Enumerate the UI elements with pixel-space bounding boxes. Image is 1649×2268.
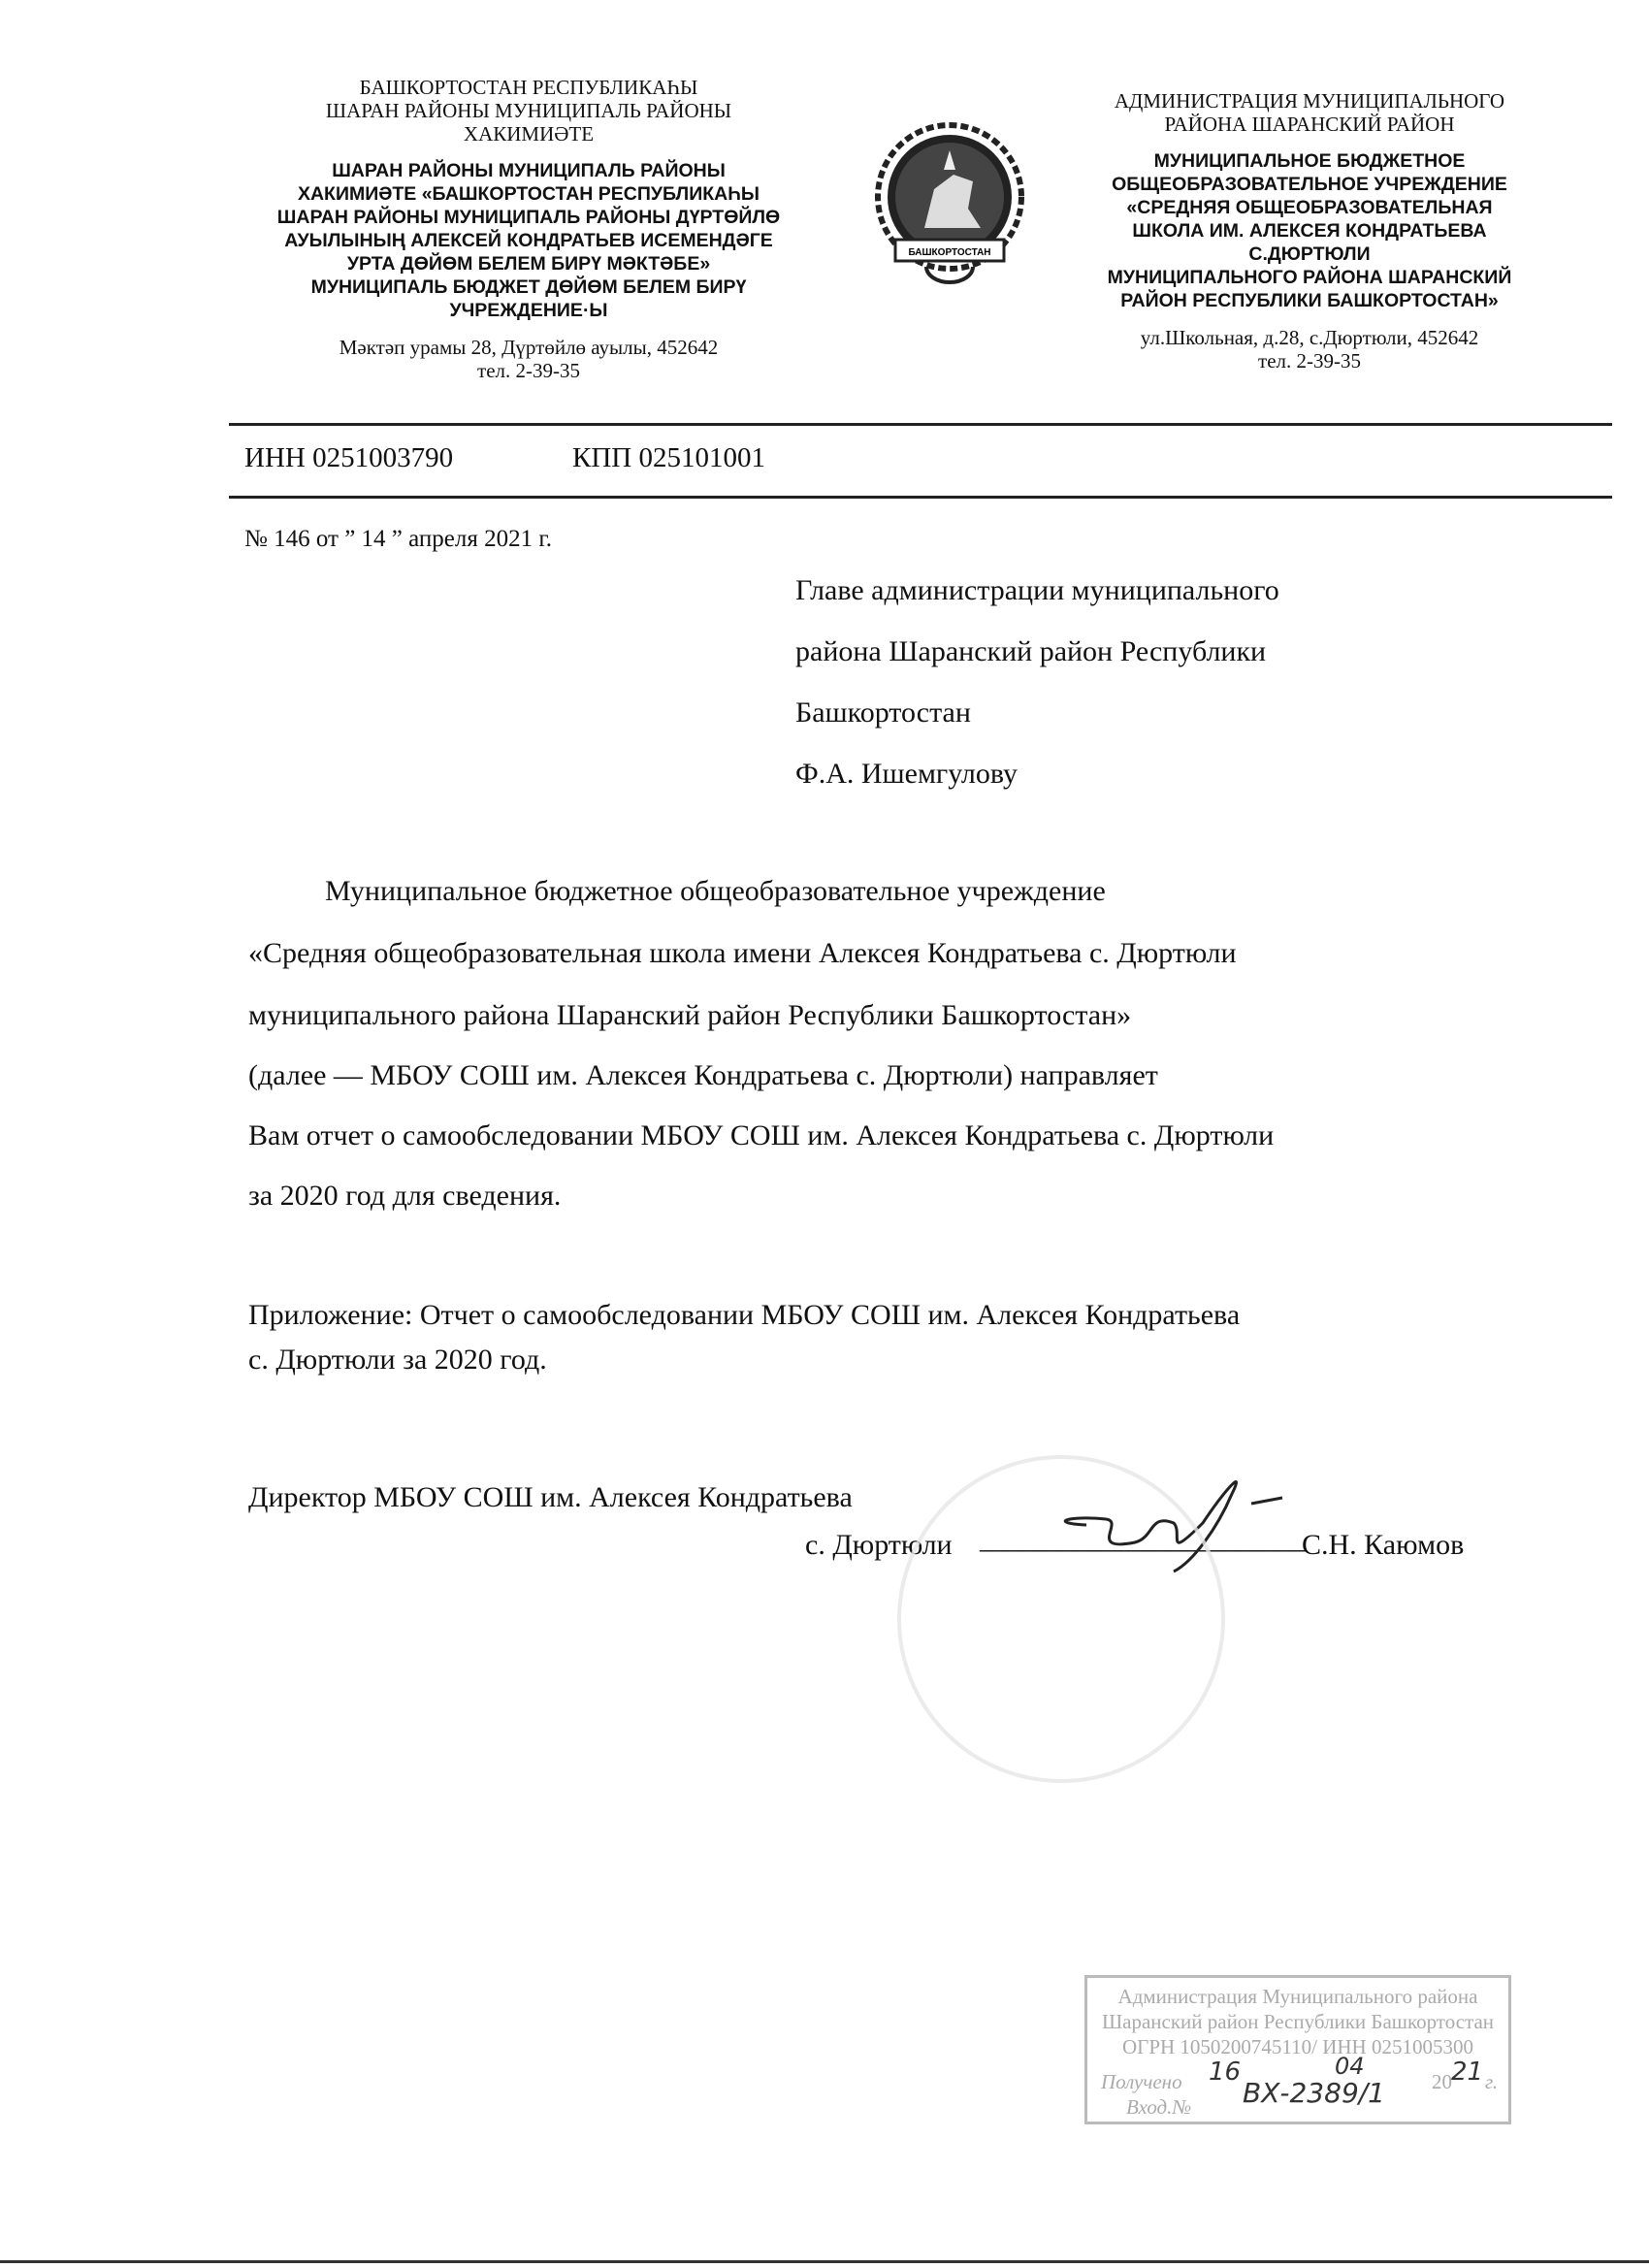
header-left-phone: тел. 2-39-35 bbox=[477, 359, 580, 382]
signatory-name: С.Н. Каюмов bbox=[1302, 1529, 1465, 1561]
appendix-line: с. Дюртюли за 2020 год. bbox=[248, 1344, 547, 1376]
header-right-org-name bbox=[1062, 149, 1557, 312]
entry-number: ВХ-2389/1 bbox=[1243, 2077, 1385, 2109]
org-line: МУНИЦИПАЛЬ БЮДЖЕТ ДӨЙӨМ БЕЛЕМ БИРҮ bbox=[310, 276, 747, 298]
header-left-serif-1: БАШКОРТОСТАН РЕСПУБЛИКАҺЫ bbox=[359, 76, 698, 99]
signature-blank: ________________________ bbox=[980, 1525, 1306, 1555]
coat-of-arms-emblem bbox=[866, 121, 1033, 284]
addressee-line: Ф.А. Ишемгулову bbox=[795, 758, 1018, 790]
signatory-title: Директор МБОУ СОШ им. Алексея Кондратьева bbox=[248, 1481, 853, 1513]
scan-edge-line bbox=[0, 2260, 1649, 2263]
org-line: ШКОЛА ИМ. АЛЕКСЕЯ КОНДРАТЬЕВА bbox=[1132, 220, 1487, 242]
stamp-line: ОГРН 1050200745110/ ИНН 0251005300 bbox=[1122, 2035, 1473, 2058]
header-right-serif-1: АДМИНИСТРАЦИЯ МУНИЦИПАЛЬНОГО bbox=[1114, 89, 1505, 113]
body-line: (далее — МБОУ СОШ им. Алексея Кондратьева с. Дюртюли) направляет bbox=[248, 1059, 1158, 1091]
addressee-line: Башкортостан bbox=[795, 697, 971, 729]
received-year: 21 bbox=[1451, 2057, 1484, 2087]
header-right-phone: тел. 2-39-35 bbox=[1258, 349, 1361, 373]
org-line: АУЫЛЫНЫҢ АЛЕКСЕЙ КОНДРАТЬЕВ ИСЕМЕНДӘГЕ bbox=[284, 230, 773, 251]
org-line: ОБЩЕОБРАЗОВАТЕЛЬНОЕ УЧРЕЖДЕНИЕ bbox=[1112, 174, 1507, 195]
body-line: муниципального района Шаранский район Республики Башкортостан» bbox=[248, 999, 1132, 1031]
received-stamp bbox=[1084, 1975, 1511, 2124]
body-line: Вам отчет о самообследовании МБОУ СОШ им. Алексея Кондратьева с. Дюртюли bbox=[248, 1119, 1275, 1151]
org-line: ХАКИМИӘТЕ «БАШКОРТОСТАН РЕСПУБЛИКАҺЫ bbox=[297, 183, 760, 205]
received-day: 16 bbox=[1209, 2057, 1242, 2087]
faded-official-seal bbox=[897, 1455, 1225, 1783]
org-line: ШАРАН РАЙОНЫ МУНИЦИПАЛЬ РАЙОНЫ ДҮРТӨЙЛӨ bbox=[276, 207, 781, 228]
year-suffix: г. bbox=[1485, 2070, 1499, 2093]
header-right-address: ул.Школьная, д.28, с.Дюртюли, 452642 bbox=[1140, 326, 1479, 349]
body-line: Муниципальное бюджетное общеобразовательное учреждение bbox=[325, 875, 1106, 907]
reference-number: № 146 от ” 14 ” апреля 2021 г. bbox=[244, 526, 553, 552]
header-left-org-name bbox=[242, 159, 815, 322]
year-prefix: 20 bbox=[1432, 2070, 1452, 2093]
addressee-line: района Шаранский район Республики bbox=[795, 635, 1267, 667]
body-line: «Средняя общеобразовательная школа имени Алексея Кондратьева с. Дюртюли bbox=[248, 937, 1237, 969]
org-line: МУНИЦИПАЛЬНОЕ БЮДЖЕТНОЕ bbox=[1153, 150, 1466, 172]
header-right-serif-2: РАЙОНА ШАРАНСКИЙ РАЙОН bbox=[1164, 113, 1455, 136]
header-left-serif-3: ХАКИМИӘТЕ bbox=[463, 122, 595, 146]
org-line: ШАРАН РАЙОНЫ МУНИЦИПАЛЬ РАЙОНЫ bbox=[332, 160, 726, 181]
header-left-serif-2: ШАРАН РАЙОНЫ МУНИЦИПАЛЬ РАЙОНЫ bbox=[325, 99, 732, 122]
addressee-line: Главе администрации муниципального bbox=[795, 574, 1279, 606]
org-line: МУНИЦИПАЛЬНОГО РАЙОНА ШАРАНСКИЙ bbox=[1107, 267, 1512, 288]
header-right bbox=[1062, 89, 1557, 373]
signatory-title-2: с. Дюртюли bbox=[805, 1529, 953, 1561]
appendix-line: Приложение: Отчет о самообследовании МБОУ СОШ им. Алексея Кондратьева bbox=[248, 1299, 1241, 1331]
header-left bbox=[242, 76, 815, 382]
org-line: «СРЕДНЯЯ ОБЩЕОБРАЗОВАТЕЛЬНАЯ bbox=[1126, 197, 1493, 218]
header-left-address: Мәктәп урамы 28, Дүртөйлө ауылы, 452642 bbox=[339, 336, 719, 359]
org-line: УРТА ДӨЙӨМ БЕЛЕМ БИРҮ МӘКТӘБЕ» bbox=[346, 253, 711, 275]
divider-top bbox=[229, 423, 1612, 426]
received-label: Получено bbox=[1101, 2070, 1182, 2093]
divider-bottom bbox=[229, 496, 1612, 499]
kpp: КПП 025101001 bbox=[572, 442, 765, 473]
inn: ИНН 0251003790 bbox=[244, 442, 454, 473]
emblem-label: БАШКОРТОСТАН bbox=[908, 247, 991, 258]
org-line: РАЙОН РЕСПУБЛИКИ БАШКОРТОСТАН» bbox=[1120, 290, 1499, 311]
stamp-line: Администрация Муниципального района bbox=[1117, 1985, 1478, 2008]
org-line: УЧРЕЖДЕНИЕ·Ы bbox=[449, 300, 608, 321]
entry-label: Вход.№ bbox=[1126, 2095, 1192, 2119]
received-month: 04 bbox=[1335, 2053, 1365, 2080]
stamp-line: Шаранский район Республики Башкортостан bbox=[1101, 2010, 1495, 2033]
org-line: С.ДЮРТЮЛИ bbox=[1248, 243, 1371, 265]
body-line: за 2020 год для сведения. bbox=[248, 1180, 562, 1212]
